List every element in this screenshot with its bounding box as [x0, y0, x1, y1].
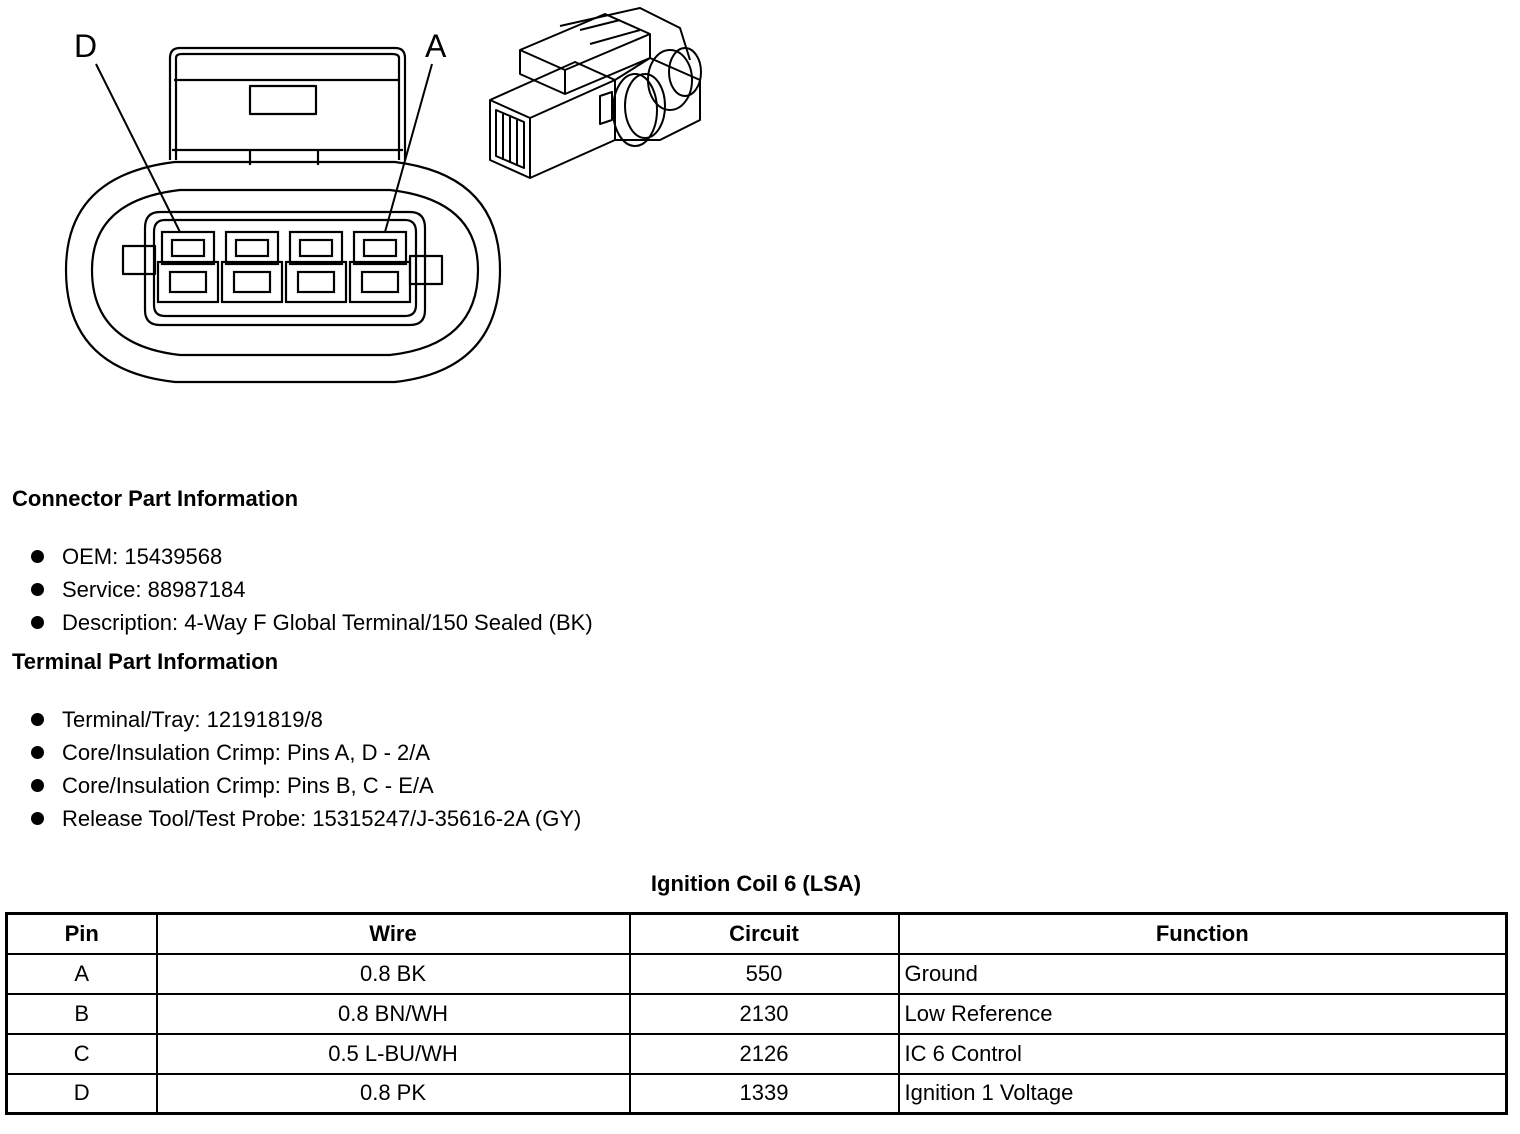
leader-line-a — [385, 64, 432, 232]
cell-function: Ignition 1 Voltage — [899, 1074, 1507, 1114]
leader-line-d — [96, 64, 180, 232]
cavity-a — [350, 232, 410, 302]
list-item: Core/Insulation Crimp: Pins A, D - 2/A — [12, 736, 581, 769]
connector-isometric — [490, 8, 701, 178]
pin-label-d: D — [74, 28, 98, 64]
header-pin: Pin — [7, 914, 157, 954]
list-item: Release Tool/Test Probe: 15315247/J-35616-2A (GY) — [12, 802, 581, 835]
cell-pin: D — [7, 1074, 157, 1114]
cell-circuit: 2130 — [630, 994, 899, 1034]
table-row — [7, 994, 1507, 1034]
cell-pin: B — [7, 994, 157, 1034]
cell-function: Ground — [899, 954, 1507, 994]
connector-latch — [170, 48, 405, 160]
cavity-d — [158, 232, 218, 302]
pinout-table — [5, 912, 1508, 1115]
terminal-info-heading: Terminal Part Information — [12, 649, 279, 674]
cavity-b — [286, 232, 346, 302]
list-item: OEM: 15439568 — [12, 540, 593, 573]
terminal-cavities — [158, 232, 410, 302]
header-circuit: Circuit — [630, 914, 899, 954]
connector-diagram — [0, 0, 740, 400]
list-item: Core/Insulation Crimp: Pins B, C - E/A — [12, 769, 581, 802]
latch-window — [250, 86, 316, 114]
table-row — [7, 954, 1507, 994]
terminal-info-list — [12, 703, 581, 835]
cavity-c — [222, 232, 282, 302]
header-function: Function — [899, 914, 1507, 954]
table-header-row — [7, 914, 1507, 954]
cell-circuit: 1339 — [630, 1074, 899, 1114]
connector-part-information — [12, 486, 593, 639]
table-title: Ignition Coil 6 (LSA) — [650, 871, 862, 896]
cell-circuit: 550 — [630, 954, 899, 994]
cell-pin: C — [7, 1034, 157, 1074]
connector-info-heading: Connector Part Information — [12, 486, 299, 511]
cell-wire: 0.8 BK — [157, 954, 630, 994]
table-row — [7, 1034, 1507, 1074]
cell-circuit: 2126 — [630, 1034, 899, 1074]
cell-wire: 0.5 L-BU/WH — [157, 1034, 630, 1074]
list-item: Terminal/Tray: 12191819/8 — [12, 703, 581, 736]
terminal-part-information — [12, 649, 581, 835]
cell-function: Low Reference — [899, 994, 1507, 1034]
list-item: Service: 88987184 — [12, 573, 593, 606]
cell-wire: 0.8 PK — [157, 1074, 630, 1114]
pin-label-a: A — [425, 28, 447, 64]
cell-pin: A — [7, 954, 157, 994]
cell-function: IC 6 Control — [899, 1034, 1507, 1074]
table-row — [7, 1074, 1507, 1114]
connector-info-list — [12, 540, 593, 639]
list-item: Description: 4-Way F Global Terminal/150 Sealed (BK) — [12, 606, 593, 639]
cell-wire: 0.8 BN/WH — [157, 994, 630, 1034]
header-wire: Wire — [157, 914, 630, 954]
